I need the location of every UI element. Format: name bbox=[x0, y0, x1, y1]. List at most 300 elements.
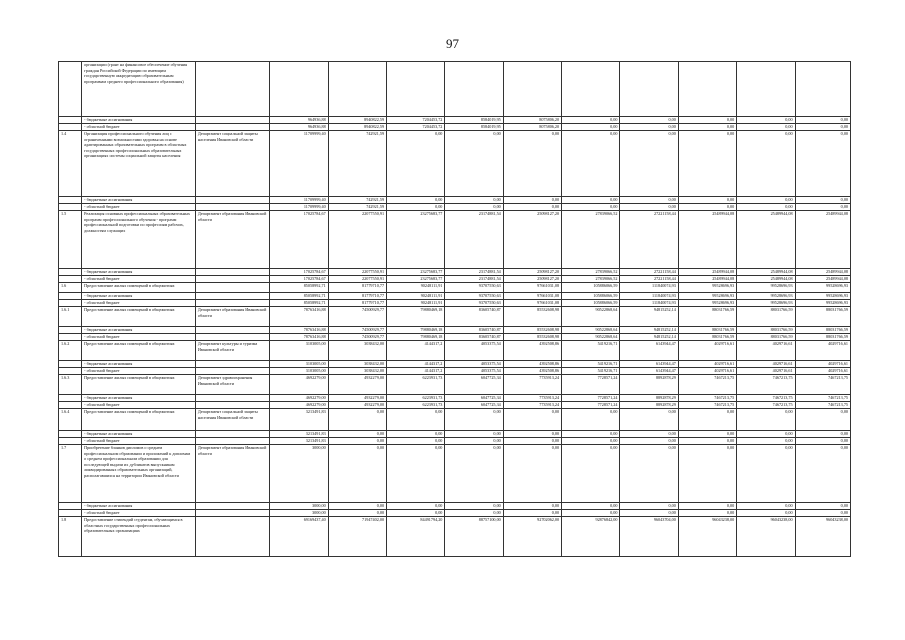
value-cell: 22077550,91 bbox=[328, 269, 386, 276]
value-cell: 0,00 bbox=[562, 438, 620, 445]
table-subrow bbox=[59, 300, 851, 307]
value-cell: 8075806,20 bbox=[503, 117, 561, 124]
value-cell: 0,00 bbox=[737, 431, 795, 438]
row-name-cell: Предоставление жилых помещений в общежитиях bbox=[82, 283, 196, 293]
value-cell: 6223931,73 bbox=[387, 375, 445, 395]
row-name-cell: - областной бюджет bbox=[82, 368, 196, 375]
budget-table bbox=[58, 61, 851, 557]
value-cell: 3213491,83 bbox=[270, 438, 328, 445]
table-subrow bbox=[59, 395, 851, 402]
value-cell: 0,00 bbox=[562, 197, 620, 204]
row-executor-cell: Департамент здравоохранения Ивановской области bbox=[195, 375, 269, 395]
value-cell: 0,00 bbox=[620, 510, 678, 517]
row-number-cell: 1.6 bbox=[59, 283, 82, 293]
value-cell: 4144317,2 bbox=[387, 341, 445, 361]
value-cell: 7467213,75 bbox=[795, 402, 850, 409]
value-cell: 0,00 bbox=[562, 431, 620, 438]
value-cell: 5419216,71 bbox=[562, 341, 620, 361]
value-cell: 27839066,52 bbox=[562, 211, 620, 269]
value-cell: 88031766,59 bbox=[795, 334, 850, 341]
value-cell: 0,00 bbox=[445, 409, 503, 431]
row-executor-cell bbox=[195, 361, 269, 368]
value-cell: 0,00 bbox=[620, 124, 678, 131]
value-cell: 4029716,61 bbox=[678, 368, 736, 375]
value-cell: 0,00 bbox=[387, 197, 445, 204]
row-name-cell: - бюджетные ассигнования bbox=[82, 327, 196, 334]
value-cell: 0,00 bbox=[620, 131, 678, 197]
value-cell: 8584019,95 bbox=[445, 117, 503, 124]
row-number-cell bbox=[59, 402, 82, 409]
value-cell: 0,00 bbox=[445, 197, 503, 204]
value-cell: 0,00 bbox=[678, 409, 736, 431]
value-cell: 0,00 bbox=[737, 409, 795, 431]
value-cell: 0,00 bbox=[678, 503, 736, 510]
row-executor-cell bbox=[195, 517, 269, 557]
row-number-cell: 1.6.2 bbox=[59, 341, 82, 361]
value-cell: 7467213,75 bbox=[737, 375, 795, 395]
row-name-cell: Приобретение бланков дипломов о среднем профессиональном образовании и приложений к дипломам о среднем профессиональном образовании для последующей выдачи их дубликатов выпускникам ликвидированных образовательных организаций, располагавшихся на территории Ивановской области bbox=[82, 445, 196, 503]
value-cell: 742921,59 bbox=[328, 204, 386, 211]
row-number-cell bbox=[59, 197, 82, 204]
value-cell: 0,00 bbox=[562, 117, 620, 124]
value-cell: 97661031,08 bbox=[503, 300, 561, 307]
value-cell: 3000,00 bbox=[270, 510, 328, 517]
value-cell: 0,00 bbox=[795, 431, 850, 438]
value-cell: 111840074,93 bbox=[620, 300, 678, 307]
value-cell: 88031766,59 bbox=[737, 334, 795, 341]
value-cell: 8892878,29 bbox=[620, 402, 678, 409]
value-cell: 0,00 bbox=[678, 124, 736, 131]
value-cell bbox=[270, 62, 328, 117]
value-cell: 0,00 bbox=[445, 431, 503, 438]
value-cell: 8892878,29 bbox=[620, 395, 678, 402]
value-cell: 3103005,00 bbox=[270, 368, 328, 375]
value-cell: 4029716,61 bbox=[678, 341, 736, 361]
value-cell: 0,00 bbox=[795, 409, 850, 431]
value-cell: 4932279,00 bbox=[328, 402, 386, 409]
value-cell: 85058992,71 bbox=[270, 283, 328, 293]
value-cell: 7467213,75 bbox=[678, 395, 736, 402]
value-cell: 5419216,71 bbox=[562, 361, 620, 368]
value-cell: 0,00 bbox=[328, 438, 386, 445]
value-cell: 4029716,61 bbox=[795, 361, 850, 368]
value-cell: 0,00 bbox=[328, 510, 386, 517]
value-cell: 88031766,59 bbox=[678, 327, 736, 334]
value-cell bbox=[795, 62, 850, 117]
value-cell: 7467213,75 bbox=[737, 402, 795, 409]
value-cell: 88757100,00 bbox=[445, 517, 503, 557]
value-cell: 92876842,00 bbox=[562, 517, 620, 557]
value-cell: 85532608,98 bbox=[503, 307, 561, 327]
row-name-cell: организации (грант на финансовое обеспечение обучения граждан Российской Федерации по имеющим государственную аккредитацию образовательным программам среднего профессионального образования) bbox=[82, 62, 196, 117]
value-cell: 85058992,71 bbox=[270, 293, 328, 300]
value-cell: 94815252,14 bbox=[620, 307, 678, 327]
value-cell: 25489944,08 bbox=[795, 211, 850, 269]
value-cell: 23174881,54 bbox=[445, 211, 503, 269]
value-cell: 85058992,71 bbox=[270, 300, 328, 307]
row-name-cell: - бюджетные ассигнования bbox=[82, 117, 196, 124]
row-name-cell: - бюджетные ассигнования bbox=[82, 395, 196, 402]
value-cell bbox=[503, 62, 561, 117]
value-cell: 0,00 bbox=[562, 204, 620, 211]
value-cell: 78763416,88 bbox=[270, 327, 328, 334]
value-cell: 94815252,14 bbox=[620, 327, 678, 334]
value-cell: 99528696,93 bbox=[795, 293, 850, 300]
value-cell: 81779710,77 bbox=[328, 293, 386, 300]
row-executor-cell bbox=[195, 503, 269, 510]
table-row bbox=[59, 445, 851, 503]
value-cell: 4692279,00 bbox=[270, 395, 328, 402]
value-cell: 0,00 bbox=[387, 131, 445, 197]
value-cell: 79880469,18 bbox=[387, 307, 445, 327]
row-number-cell bbox=[59, 117, 82, 124]
value-cell: 6143944,47 bbox=[620, 361, 678, 368]
row-name-cell: Организация профессионального обучения лиц с ограниченными возможностями здоровья на основе адаптированных образовательных программ в областных государственных профессиональных образовательных организациях системы социальной защиты населения bbox=[82, 131, 196, 197]
value-cell: 0,00 bbox=[620, 197, 678, 204]
value-cell: 4392508,86 bbox=[503, 341, 561, 361]
value-cell: 0,00 bbox=[795, 445, 850, 503]
value-cell: 0,00 bbox=[387, 503, 445, 510]
value-cell: 964936,88 bbox=[270, 124, 328, 131]
value-cell: 27221158,44 bbox=[620, 276, 678, 283]
value-cell: 0,00 bbox=[503, 197, 561, 204]
table-subrow bbox=[59, 334, 851, 341]
value-cell: 0,00 bbox=[445, 131, 503, 197]
table-subrow bbox=[59, 327, 851, 334]
value-cell: 5419216,71 bbox=[562, 368, 620, 375]
value-cell: 0,00 bbox=[678, 204, 736, 211]
table-subrow bbox=[59, 510, 851, 517]
value-cell: 84491794,20 bbox=[387, 517, 445, 557]
row-executor-cell bbox=[195, 283, 269, 293]
value-cell: 99528696,93 bbox=[737, 300, 795, 307]
value-cell: 25489944,08 bbox=[795, 276, 850, 283]
row-executor-cell bbox=[195, 204, 269, 211]
value-cell: 6047725,34 bbox=[445, 375, 503, 395]
value-cell: 3000,00 bbox=[270, 445, 328, 503]
row-number-cell bbox=[59, 361, 82, 368]
row-name-cell: - бюджетные ассигнования bbox=[82, 431, 196, 438]
row-name-cell: - бюджетные ассигнования bbox=[82, 293, 196, 300]
value-cell: 25489944,08 bbox=[737, 211, 795, 269]
row-executor-cell bbox=[195, 276, 269, 283]
row-number-cell: 1.8 bbox=[59, 517, 82, 557]
value-cell: 94815252,14 bbox=[620, 334, 678, 341]
value-cell: 99528696,93 bbox=[795, 300, 850, 307]
value-cell: 0,00 bbox=[387, 409, 445, 431]
row-name-cell: - областной бюджет bbox=[82, 438, 196, 445]
value-cell: 6047725,34 bbox=[445, 402, 503, 409]
row-number-cell bbox=[59, 204, 82, 211]
value-cell: 0,00 bbox=[678, 117, 736, 124]
value-cell: 0,00 bbox=[562, 131, 620, 197]
value-cell: 0,00 bbox=[737, 117, 795, 124]
value-cell: 4053375,54 bbox=[445, 361, 503, 368]
value-cell: 4692279,00 bbox=[270, 375, 328, 395]
value-cell: 22077550,91 bbox=[328, 211, 386, 269]
row-executor-cell bbox=[195, 327, 269, 334]
row-number-cell bbox=[59, 300, 82, 307]
value-cell: 69169437,40 bbox=[270, 517, 328, 557]
value-cell: 4029716,61 bbox=[737, 341, 795, 361]
value-cell: 27221158,44 bbox=[620, 269, 678, 276]
value-cell: 78763416,88 bbox=[270, 307, 328, 327]
value-cell: 22077550,91 bbox=[328, 276, 386, 283]
value-cell: 25098127,20 bbox=[503, 211, 561, 269]
value-cell: 6223931,73 bbox=[387, 395, 445, 402]
value-cell: 17025784,67 bbox=[270, 276, 328, 283]
row-name-cell: - бюджетные ассигнования bbox=[82, 361, 196, 368]
row-executor-cell: Департамент образования Ивановской области bbox=[195, 211, 269, 269]
value-cell: 0,00 bbox=[678, 131, 736, 197]
value-cell: 27839066,52 bbox=[562, 276, 620, 283]
value-cell: 11709999,40 bbox=[270, 197, 328, 204]
value-cell: 0,00 bbox=[620, 445, 678, 503]
row-executor-cell bbox=[195, 334, 269, 341]
row-executor-cell bbox=[195, 197, 269, 204]
table-subrow bbox=[59, 197, 851, 204]
value-cell: 0,00 bbox=[445, 438, 503, 445]
value-cell: 0,00 bbox=[387, 431, 445, 438]
value-cell: 6223931,73 bbox=[387, 402, 445, 409]
value-cell: 0,00 bbox=[795, 131, 850, 197]
value-cell: 0,00 bbox=[503, 409, 561, 431]
value-cell: 6047725,34 bbox=[445, 395, 503, 402]
value-cell: 742921,59 bbox=[328, 197, 386, 204]
row-number-cell: 1.6.1 bbox=[59, 307, 82, 327]
value-cell: 0,00 bbox=[620, 409, 678, 431]
row-executor-cell bbox=[195, 431, 269, 438]
row-executor-cell: Департамент образования Ивановской области bbox=[195, 307, 269, 327]
value-cell: 0,00 bbox=[620, 117, 678, 124]
value-cell: 23174881,54 bbox=[445, 269, 503, 276]
row-number-cell: 1.6.4 bbox=[59, 409, 82, 431]
value-cell: 0,00 bbox=[795, 117, 850, 124]
value-cell: 4692279,00 bbox=[270, 402, 328, 409]
value-cell: 0,00 bbox=[737, 204, 795, 211]
value-cell: 3213491,83 bbox=[270, 431, 328, 438]
value-cell: 25489944,08 bbox=[678, 269, 736, 276]
value-cell: 3103005,00 bbox=[270, 361, 328, 368]
value-cell: 23275683,77 bbox=[387, 211, 445, 269]
value-cell: 0,00 bbox=[562, 445, 620, 503]
value-cell: 3103005,00 bbox=[270, 341, 328, 361]
value-cell: 0,00 bbox=[562, 409, 620, 431]
value-cell: 0,00 bbox=[795, 197, 850, 204]
table-row bbox=[59, 517, 851, 557]
table-subrow bbox=[59, 124, 851, 131]
value-cell: 90522868,64 bbox=[562, 307, 620, 327]
value-cell: 27839066,52 bbox=[562, 269, 620, 276]
row-name-cell: - областной бюджет bbox=[82, 276, 196, 283]
value-cell: 23174881,54 bbox=[445, 276, 503, 283]
value-cell: 23275683,77 bbox=[387, 269, 445, 276]
table-row bbox=[59, 62, 851, 117]
value-cell: 11709999,40 bbox=[270, 204, 328, 211]
row-number-cell bbox=[59, 124, 82, 131]
row-name-cell: - областной бюджет bbox=[82, 300, 196, 307]
value-cell: 0,00 bbox=[678, 445, 736, 503]
row-number-cell bbox=[59, 503, 82, 510]
table-subrow bbox=[59, 269, 851, 276]
value-cell: 0,00 bbox=[737, 438, 795, 445]
value-cell: 4029716,61 bbox=[795, 341, 850, 361]
value-cell: 0,00 bbox=[562, 124, 620, 131]
value-cell: 0,00 bbox=[795, 438, 850, 445]
row-number-cell: 1.4 bbox=[59, 131, 82, 197]
value-cell: 7735913,24 bbox=[503, 395, 561, 402]
value-cell: 0,00 bbox=[795, 204, 850, 211]
value-cell: 74500929,77 bbox=[328, 334, 386, 341]
value-cell: 25489944,08 bbox=[737, 276, 795, 283]
row-name-cell: Предоставление жилых помещений в общежитиях bbox=[82, 375, 196, 395]
row-executor-cell bbox=[195, 62, 269, 117]
row-number-cell bbox=[59, 368, 82, 375]
value-cell: 0,00 bbox=[503, 510, 561, 517]
table-subrow bbox=[59, 438, 851, 445]
value-cell: 96043238,00 bbox=[795, 517, 850, 557]
value-cell: 8075806,20 bbox=[503, 124, 561, 131]
value-cell: 7728571,24 bbox=[562, 402, 620, 409]
value-cell: 74500929,77 bbox=[328, 327, 386, 334]
value-cell: 99528696,93 bbox=[678, 283, 736, 293]
row-name-cell: Предоставление жилых помещений в общежитиях bbox=[82, 307, 196, 327]
value-cell: 7467213,75 bbox=[737, 395, 795, 402]
value-cell: 96043704,00 bbox=[620, 517, 678, 557]
value-cell: 742921,59 bbox=[328, 131, 386, 197]
value-cell: 88031766,59 bbox=[795, 307, 850, 327]
value-cell: 4392508,86 bbox=[503, 361, 561, 368]
row-number-cell: 1.5 bbox=[59, 211, 82, 269]
row-executor-cell: Департамент социальной защиты населения Ивановской области bbox=[195, 131, 269, 197]
value-cell: 25489944,08 bbox=[737, 269, 795, 276]
value-cell: 0,00 bbox=[562, 503, 620, 510]
value-cell: 4029716,61 bbox=[737, 368, 795, 375]
row-name-cell: Предоставление жилых помещений в общежитиях bbox=[82, 341, 196, 361]
value-cell: 7204453,72 bbox=[387, 117, 445, 124]
value-cell: 111840074,93 bbox=[620, 293, 678, 300]
value-cell: 0,00 bbox=[445, 510, 503, 517]
row-executor-cell bbox=[195, 402, 269, 409]
row-number-cell bbox=[59, 395, 82, 402]
value-cell: 83605740,87 bbox=[445, 307, 503, 327]
row-number-cell bbox=[59, 438, 82, 445]
row-name-cell: - областной бюджет bbox=[82, 204, 196, 211]
page-number: 97 bbox=[446, 36, 459, 51]
value-cell: 6143944,47 bbox=[620, 368, 678, 375]
value-cell: 4053375,54 bbox=[445, 341, 503, 361]
value-cell: 99528696,93 bbox=[737, 283, 795, 293]
value-cell: 8584019,95 bbox=[445, 124, 503, 131]
value-cell: 25489944,08 bbox=[678, 211, 736, 269]
value-cell: 0,00 bbox=[503, 503, 561, 510]
value-cell: 4029716,61 bbox=[678, 361, 736, 368]
value-cell: 25098127,20 bbox=[503, 269, 561, 276]
row-number-cell bbox=[59, 62, 82, 117]
table-subrow bbox=[59, 117, 851, 124]
value-cell: 0,00 bbox=[737, 445, 795, 503]
value-cell: 0,00 bbox=[503, 131, 561, 197]
value-cell: 0,00 bbox=[445, 204, 503, 211]
value-cell: 0,00 bbox=[678, 431, 736, 438]
value-cell bbox=[678, 62, 736, 117]
value-cell: 0,00 bbox=[620, 438, 678, 445]
value-cell: 71947402,00 bbox=[328, 517, 386, 557]
value-cell: 93707550,63 bbox=[445, 300, 503, 307]
value-cell: 0,00 bbox=[737, 510, 795, 517]
value-cell: 4932279,00 bbox=[328, 395, 386, 402]
value-cell: 90522868,64 bbox=[562, 327, 620, 334]
value-cell: 25489944,08 bbox=[678, 276, 736, 283]
value-cell: 0,00 bbox=[737, 124, 795, 131]
value-cell: 88031766,59 bbox=[737, 307, 795, 327]
row-number-cell bbox=[59, 334, 82, 341]
value-cell: 97661031,08 bbox=[503, 293, 561, 300]
value-cell: 0,00 bbox=[328, 409, 386, 431]
value-cell: 85532608,98 bbox=[503, 327, 561, 334]
value-cell: 90248111,91 bbox=[387, 300, 445, 307]
value-cell: 74500929,77 bbox=[328, 307, 386, 327]
value-cell: 90522868,64 bbox=[562, 334, 620, 341]
value-cell: 88031766,59 bbox=[795, 327, 850, 334]
row-number-cell bbox=[59, 276, 82, 283]
value-cell: 88031766,59 bbox=[678, 307, 736, 327]
row-name-cell: - областной бюджет bbox=[82, 402, 196, 409]
value-cell bbox=[445, 62, 503, 117]
value-cell: 81779710,77 bbox=[328, 300, 386, 307]
value-cell: 99528696,93 bbox=[678, 300, 736, 307]
value-cell: 4053375,54 bbox=[445, 368, 503, 375]
value-cell: 99528696,93 bbox=[678, 293, 736, 300]
row-number-cell bbox=[59, 269, 82, 276]
value-cell: 93707550,63 bbox=[445, 293, 503, 300]
row-executor-cell bbox=[195, 510, 269, 517]
row-executor-cell: Департамент образования Ивановской области bbox=[195, 445, 269, 503]
value-cell: 7467213,75 bbox=[678, 402, 736, 409]
table-subrow bbox=[59, 276, 851, 283]
value-cell: 6143944,47 bbox=[620, 341, 678, 361]
value-cell: 0,00 bbox=[678, 438, 736, 445]
row-name-cell: Предоставление стипендий студентам, обучающимся в областных государственных профессиональных образовательных организациях bbox=[82, 517, 196, 557]
value-cell: 25489944,08 bbox=[795, 269, 850, 276]
table-subrow bbox=[59, 368, 851, 375]
table-row bbox=[59, 341, 851, 361]
value-cell: 7467213,75 bbox=[678, 375, 736, 395]
value-cell: 93707550,63 bbox=[445, 283, 503, 293]
value-cell: 3038432,00 bbox=[328, 341, 386, 361]
value-cell: 0,00 bbox=[445, 445, 503, 503]
row-executor-cell bbox=[195, 438, 269, 445]
row-executor-cell: Департамент социальной защиты населения Ивановской области bbox=[195, 409, 269, 431]
value-cell: 105886066,59 bbox=[562, 300, 620, 307]
value-cell: 0,00 bbox=[503, 438, 561, 445]
value-cell: 0,00 bbox=[620, 431, 678, 438]
value-cell: 81779710,77 bbox=[328, 283, 386, 293]
table-row bbox=[59, 131, 851, 197]
value-cell: 97661031,08 bbox=[503, 283, 561, 293]
row-name-cell: Реализация основных профессиональных образовательных программ профессионального обучения - программ профессиональной подготовки по профессиям рабочих, должностям служащих bbox=[82, 211, 196, 269]
value-cell: 0,00 bbox=[620, 204, 678, 211]
table-subrow bbox=[59, 503, 851, 510]
row-name-cell: Предоставление жилых помещений в общежитиях bbox=[82, 409, 196, 431]
value-cell: 0,00 bbox=[678, 197, 736, 204]
value-cell: 8940822,59 bbox=[328, 117, 386, 124]
value-cell: 88031766,59 bbox=[737, 327, 795, 334]
value-cell bbox=[328, 62, 386, 117]
value-cell: 105886066,59 bbox=[562, 293, 620, 300]
row-name-cell: - областной бюджет bbox=[82, 510, 196, 517]
value-cell bbox=[562, 62, 620, 117]
